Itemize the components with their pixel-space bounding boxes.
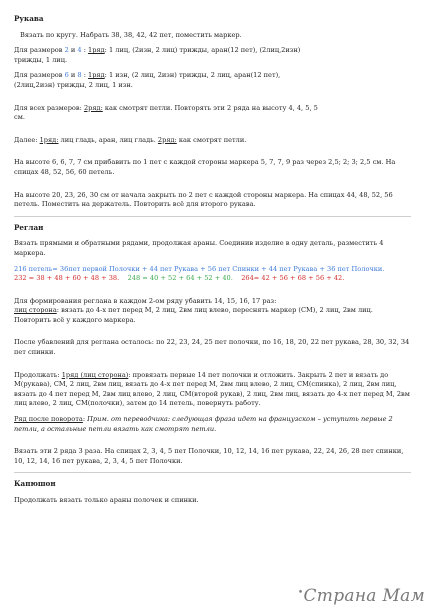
hood-instruction: Продолжать вязать только араны полочек и спинки. xyxy=(14,496,199,504)
section-divider xyxy=(14,216,411,217)
sleeve-increase: На высоте 6, 6, 7, 7 см прибавить по 1 пет с каждой стороны маркера 5, 7, 7, 9 раз через 2,5; 2; 3; 2,5 см. На спицах 48, 52, 56, 60 петель. xyxy=(14,158,396,176)
text-span: лиц гладь, аран, лиц гладь. xyxy=(58,135,158,144)
size-number: 8 xyxy=(77,71,82,80)
raglan-intro: Вязать прямыми и обратными рядами, продолжая араны. Соединив изделие в одну деталь, разместить 4 маркера. xyxy=(14,239,384,257)
size-number: 6 xyxy=(64,71,69,80)
sleeve-next-rows xyxy=(14,136,411,146)
raglan-continue xyxy=(14,371,411,409)
size-number: 4 xyxy=(77,46,82,55)
watermark-text: Страна Мам xyxy=(303,586,425,606)
text-span: Для формирования реглана в каждом 2-ом ряду убавить 14, 15, 16, 17 раз: xyxy=(14,296,277,305)
text-span: и xyxy=(68,71,78,80)
row-label: 2ряд: xyxy=(83,103,103,112)
text-span: : провязать первые 14 пет полочки и отложить. Закрыть 2 пет и вязать до М(рукава), СМ, 2 лиц, 2вм лиц, вязать до 4-х пет перед М, 2вм лиц влево, 2 лиц, СМ(спинка), 2 лиц, 2вм лиц, вязать до 4 пет перед М, 2вм лиц влево, 2 лиц, СМ(второй рукав), 2 лиц, 2вм лиц, вязать до 4-х пет перед М, 2вм лиц влево, 2 лиц, СМ(полочки), затем до 14 петель, повернуть работу. xyxy=(14,370,410,408)
raglan-remaining: После убавлений для реглана осталось: по 22, 23, 24, 25 пет полочки, по 16, 18, 20, 22 пет рукава, 28, 30, 32, 34 пет спинки. xyxy=(14,338,410,357)
watermark-logo xyxy=(298,586,425,606)
text-span: см. xyxy=(14,113,25,122)
sleeve-sizes-2-4 xyxy=(14,46,411,65)
text-span: Продолжать: xyxy=(14,370,62,379)
text-span: : xyxy=(81,46,89,55)
stitch-sum-size-1: 216 петель= 36пет первой Полочки + 44 пет Рукава + 56 пет Спинки + 44 пет Рукава + 36 пет Полочки. xyxy=(14,264,385,273)
text-span: : вязать до 4-х пет перед М, 2 лиц, 2вм лиц влево, переснять маркер (СМ), 2 лиц, 2вм лиц. Повторить всё у каждого маркера. xyxy=(14,306,373,324)
raglan-decrease xyxy=(14,297,411,326)
row-label: Ряд после поворота xyxy=(14,415,83,424)
sleeve-sizes-6-8 xyxy=(14,71,411,90)
sleeve-cast-on: Вязать по кругу. Набрать 38, 38, 42, 42 пет, поместить маркер. xyxy=(20,30,242,39)
stitch-sum-size-4: 264= 42 + 56 + 68 + 56 + 42. xyxy=(241,274,345,283)
text-span: : 1 лиц, (2изн, 2 лиц) трижды, аран(12 пет), (2лиц,2изн) xyxy=(104,46,301,55)
section-title-raglan: Реглан xyxy=(14,222,44,232)
text-span: Для размеров xyxy=(14,71,65,80)
sleeve-finish: На высоте 20, 23, 26, 30 см от начала закрыть по 2 пет с каждой стороны маркера. На спицах 44, 48, 52, 56 петель. Поместить на держатель. Повторить всё для второго рукава. xyxy=(14,190,393,209)
raglan-after-turn xyxy=(14,415,411,434)
text-span: : 1 изн, (2 лиц, 2изн) трижды, 2 лиц, аран(12 пет), xyxy=(104,71,281,80)
raglan-repeat: Вязать эти 2 ряда 3 раза. На спицах 2, 3, 4, 5 пет Полочки, 10, 12, 14, 16 пет рукава, 22, 24, 26, 28 пет спинки, 10, 12, 14, 16 пет рукава, 2, 3, 4, 5 пет Полочки. xyxy=(14,447,404,465)
text-span: (2лиц,2изн) трижды, 2 лиц, 1 изн. xyxy=(14,80,133,89)
section-title-sleeves: Рукава xyxy=(14,14,44,23)
raglan-stitch-count xyxy=(14,265,411,284)
text-span: трижды, 1 лиц. xyxy=(14,55,68,64)
section-title-hood: Капюшон xyxy=(14,479,56,489)
text-span: : xyxy=(82,415,86,424)
row-label: 2ряд: xyxy=(157,135,177,144)
row-label: лиц сторона xyxy=(14,306,57,315)
translator-note: Прим. от переводчика: следующая фраза идет на французском – уступить первые 2 петли, а остальные петли вязать как смотрят петли. xyxy=(14,415,393,433)
sleeve-all-sizes xyxy=(14,104,411,123)
text-span: как смотрят петли. Повторять эти 2 ряда на высоту 4, 4, 5, 5 xyxy=(102,103,318,112)
row-label: 1ряд (лиц сторона) xyxy=(61,370,129,379)
text-span: Для всех размеров: xyxy=(14,103,84,112)
row-label: 1ряд: xyxy=(39,135,59,144)
text-span: как смотрят петли. xyxy=(176,135,247,144)
section-divider xyxy=(14,472,411,473)
row-label: 1ряд xyxy=(88,71,105,80)
text-span: Далее: xyxy=(14,135,40,144)
stitch-sum-size-2: 232 = 38 + 48 + 60 + 48 + 38. xyxy=(14,274,120,283)
watermark-dot: • xyxy=(297,588,304,598)
text-span: Для размеров xyxy=(14,46,65,55)
row-label: 1ряд xyxy=(88,46,105,55)
size-number: 2 xyxy=(64,46,69,55)
text-span: : xyxy=(81,71,89,80)
stitch-sum-size-3: 248 = 40 + 52 + 64 + 52 + 40. xyxy=(127,274,233,283)
text-span: и xyxy=(68,46,78,55)
